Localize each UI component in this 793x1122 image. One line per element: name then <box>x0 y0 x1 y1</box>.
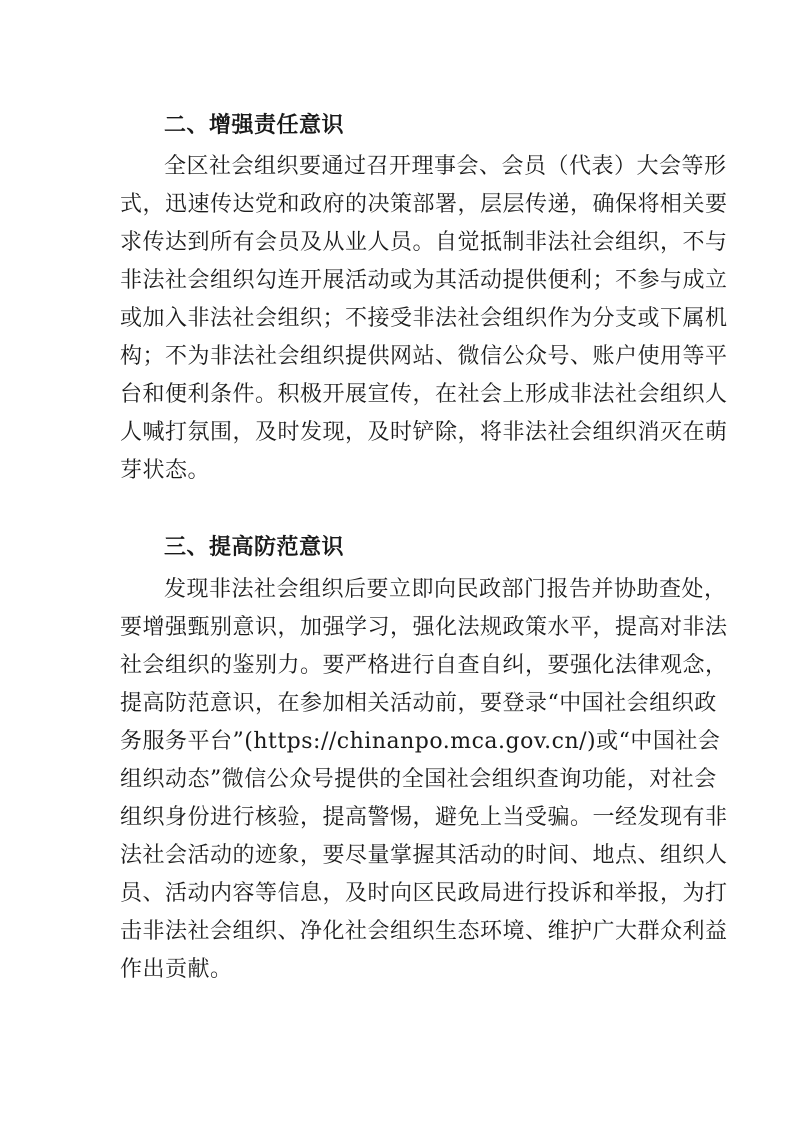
paragraph-line: 求传达到所有会员及从业人员。自觉抵制非法社会组织，不与 <box>120 230 728 255</box>
paragraph-line: 社会组织的鉴别力。要严格进行自查自纠，要强化法律观念， <box>120 653 728 678</box>
paragraph-line: 式，迅速传达党和政府的决策部署，层层传递，确保将相关要 <box>120 192 728 217</box>
paragraph-line: 全区社会组织要通过召开理事会、会员（代表）大会等形 <box>164 154 727 179</box>
paragraph-line: 非法社会组织勾连开展活动或为其活动提供便利；不参与成立 <box>120 268 728 293</box>
paragraph-line: 击非法社会组织、净化社会组织生态环境、维护广大群众利益 <box>120 919 728 944</box>
paragraph-line: 组织身份进行核验，提高警惕，避免上当受骗。一经发现有非 <box>120 805 728 830</box>
paragraph-line: 台和便利条件。积极开展宣传，在社会上形成非法社会组织人 <box>120 382 728 407</box>
paragraph-line: 法社会活动的迹象，要尽量掌握其活动的时间、地点、组织人 <box>120 843 728 868</box>
paragraph-line: 发现非法社会组织后要立即向民政部门报告并协助查处， <box>164 577 727 602</box>
paragraph-line: 或加入非法社会组织；不接受非法社会组织作为分支或下属机 <box>120 306 728 331</box>
paragraph-line: 提高防范意识，在参加相关活动前，要登录“中国社会组织政 <box>120 691 717 716</box>
paragraph-line: 人喊打氛围，及时发现，及时铲除，将非法社会组织消灭在萌 <box>120 420 728 445</box>
paragraph-line: 组织动态”微信公众号提供的全国社会组织查询功能，对社会 <box>120 767 717 792</box>
paragraph-line: 要增强甄别意识，加强学习，强化法规政策水平，提高对非法 <box>120 615 728 640</box>
paragraph-line: 员、活动内容等信息，及时向区民政局进行投诉和举报，为打 <box>120 881 728 906</box>
section-heading-2: 二、增强责任意识 <box>164 113 345 138</box>
paragraph-line: 构；不为非法社会组织提供网站、微信公众号、账户使用等平 <box>120 344 728 369</box>
paragraph-line: 作出贡献。 <box>120 957 233 982</box>
section-heading-3: 三、提高防范意识 <box>164 535 345 560</box>
paragraph-line: 芽状态。 <box>120 458 211 483</box>
paragraph-line: 务服务平台”(https://chinanpo.mca.gov.cn/)或“中国社会 <box>120 729 721 754</box>
